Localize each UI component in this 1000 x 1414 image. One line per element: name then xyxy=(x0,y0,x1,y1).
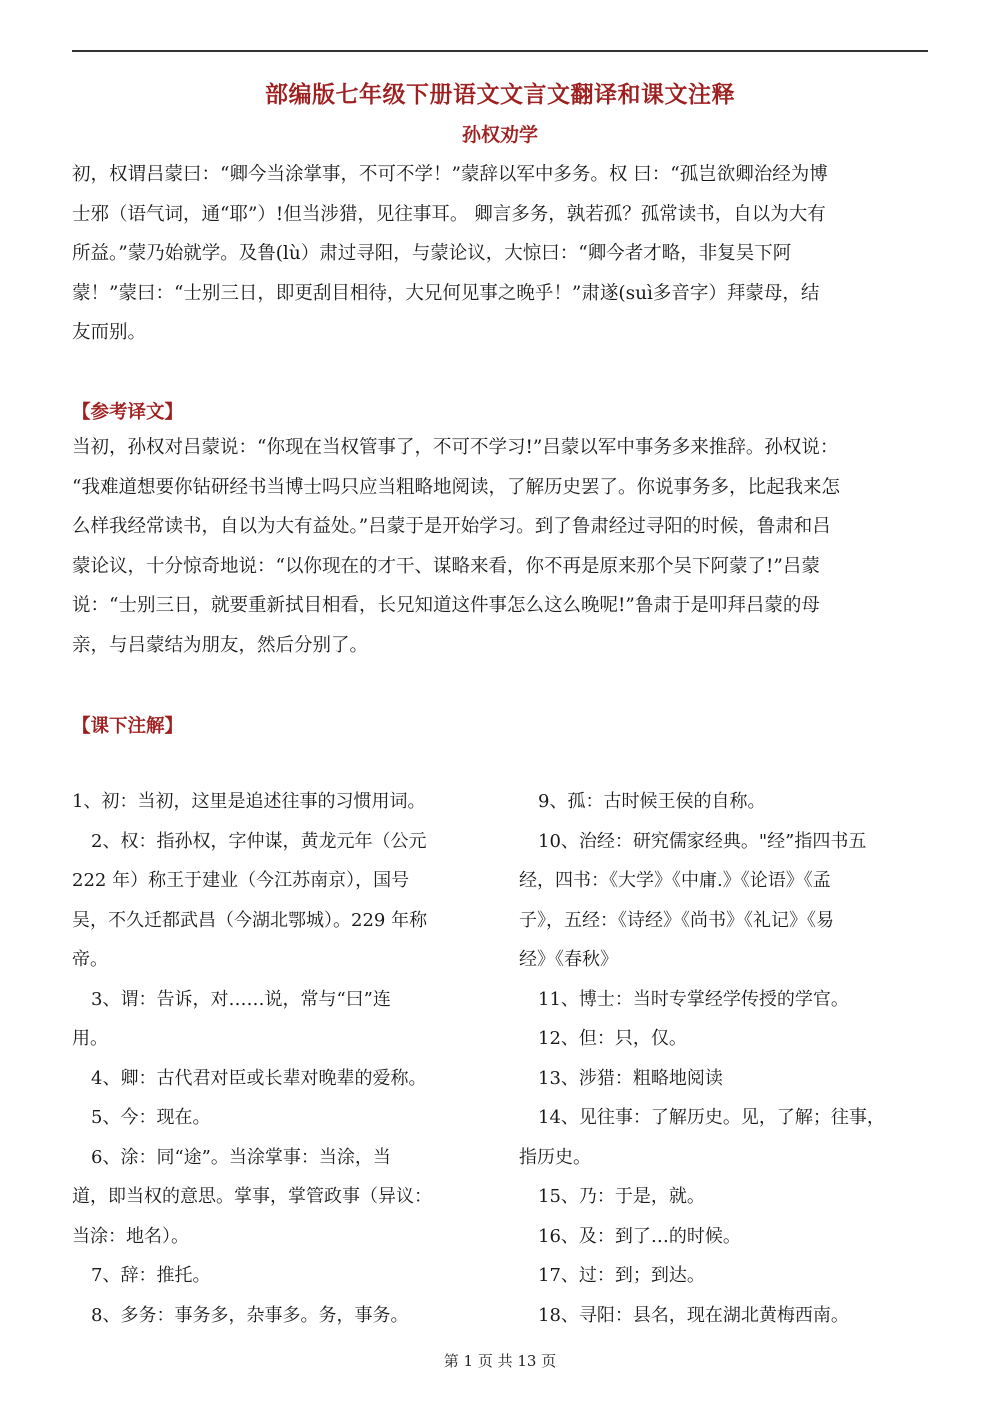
notes-heading: 【课下注解】 xyxy=(72,716,184,737)
note-line: 子》，五经：《诗经》《尚书》《礼记》《易 xyxy=(519,909,834,931)
translation-line: 蒙论议，十分惊奇地说：“以你现在的才干、谋略来看，你不再是原来那个吴下阿蒙了!”吕蒙 xyxy=(72,555,820,577)
note-line: 17、过：到；到达。 xyxy=(538,1265,705,1286)
translation-text xyxy=(72,428,932,665)
note-line: 1、初：当初，这里是追述往事的习惯用词。 xyxy=(72,791,426,812)
note-line: 14、见往事：了解历史。见，了解；往事， xyxy=(538,1107,885,1128)
note-line: 15、乃：于是，就。 xyxy=(538,1186,705,1207)
note-line: 11、博士：当时专掌经学传授的学官。 xyxy=(538,988,849,1010)
original-line: 初，权谓吕蒙曰：“卿今当涂掌事，不可不学！”蒙辞以军中多务。权 曰：“孤岂欲卿治经为博 xyxy=(72,164,828,185)
translation-line: “我难道想要你钻研经书当博士吗只应当粗略地阅读，了解历史罢了。你说事务多，比起我来怎 xyxy=(72,476,840,498)
note-line: 道，即当权的意思。掌事，掌管政事（异议： xyxy=(72,1186,432,1207)
translation-heading: 【参考译文】 xyxy=(72,402,184,423)
note-line: 7、辞：推托。 xyxy=(91,1265,211,1286)
note-line: 10、治经：研究儒家经典。"经”指四书五 xyxy=(538,830,867,852)
translation-line: 亲，与吕蒙结为朋友，然后分别了。 xyxy=(72,634,369,656)
top-rule xyxy=(72,50,928,52)
notes-right-column xyxy=(519,782,939,1335)
translation-line: 说：“士别三日，就要重新拭目相看，长兄知道这件事怎么这么晚呢!”鲁肃于是叩拜吕蒙的母 xyxy=(72,595,820,616)
notes-left-column xyxy=(72,782,492,1335)
note-line: 222 年）称王于建业（今江苏南京），国号 xyxy=(72,870,410,891)
note-line: 18、寻阳：县名，现在湖北黄梅西南。 xyxy=(538,1304,849,1326)
note-line: 经》《春秋》 xyxy=(519,949,618,970)
original-line: 士邪（语气词，通“耶”）!但当涉猎，见往事耳。 卿言多务，孰若孤？孤常读书，自以为大有 xyxy=(72,203,826,225)
note-line: 当涂：地名）。 xyxy=(72,1225,189,1247)
note-line: 13、涉猎：粗略地阅读 xyxy=(538,1067,723,1089)
original-line: 友而别。 xyxy=(72,322,147,343)
note-line: 3、谓：告诉，对……说，常与“曰”连 xyxy=(91,988,391,1010)
note-line: 5、今：现在。 xyxy=(91,1107,211,1128)
original-line: 蒙！”蒙曰：“士别三日，即更刮目相待，大兄何见事之晚乎！”肃遂(suì多音字）拜蒙母，结 xyxy=(72,282,820,304)
note-line: 12、但：只，仅。 xyxy=(538,1028,687,1049)
translation-line: 么样我经常读书，自以为大有益处。”吕蒙于是开始学习。到了鲁肃经过寻阳的时候，鲁肃和吕 xyxy=(72,516,831,537)
document-title: 部编版七年级下册语文文言文翻译和课文注释 xyxy=(265,82,735,108)
note-line: 9、孤：古时候王侯的自称。 xyxy=(538,791,766,812)
note-line: 帝。 xyxy=(72,949,108,970)
original-text xyxy=(72,155,932,353)
note-line: 用。 xyxy=(72,1028,108,1049)
lesson-title: 孙权劝学 xyxy=(461,124,538,146)
note-line: 指历史。 xyxy=(519,1146,591,1168)
note-line: 8、多务：事务多，杂事多。务，事务。 xyxy=(91,1304,409,1326)
note-line: 6、涂：同“途”。当涂掌事：当涂，当 xyxy=(91,1146,391,1168)
original-line: 所益。”蒙乃始就学。及鲁(lù）肃过寻阳，与蒙论议，大惊曰：“卿今者才略，非复吴下阿 xyxy=(72,243,792,264)
translation-line: 当初，孙权对吕蒙说：“你现在当权管事了，不可不学习!”吕蒙以军中事务多来推辞。孙权说： xyxy=(72,437,839,458)
note-line: 2、权：指孙权，字仲谋，黄龙元年（公元 xyxy=(91,830,427,852)
note-line: 经，四书：《大学》《中庸.》《论语》《孟 xyxy=(519,870,831,891)
note-line: 吴，不久迁都武昌（今湖北鄂城）。229 年称 xyxy=(72,909,428,931)
note-line: 16、及：到了…的时候。 xyxy=(538,1225,741,1247)
note-line: 4、卿：古代君对臣或长辈对晚辈的爱称。 xyxy=(91,1067,427,1089)
page-footer: 第 1 页 共 13 页 xyxy=(443,1352,557,1370)
